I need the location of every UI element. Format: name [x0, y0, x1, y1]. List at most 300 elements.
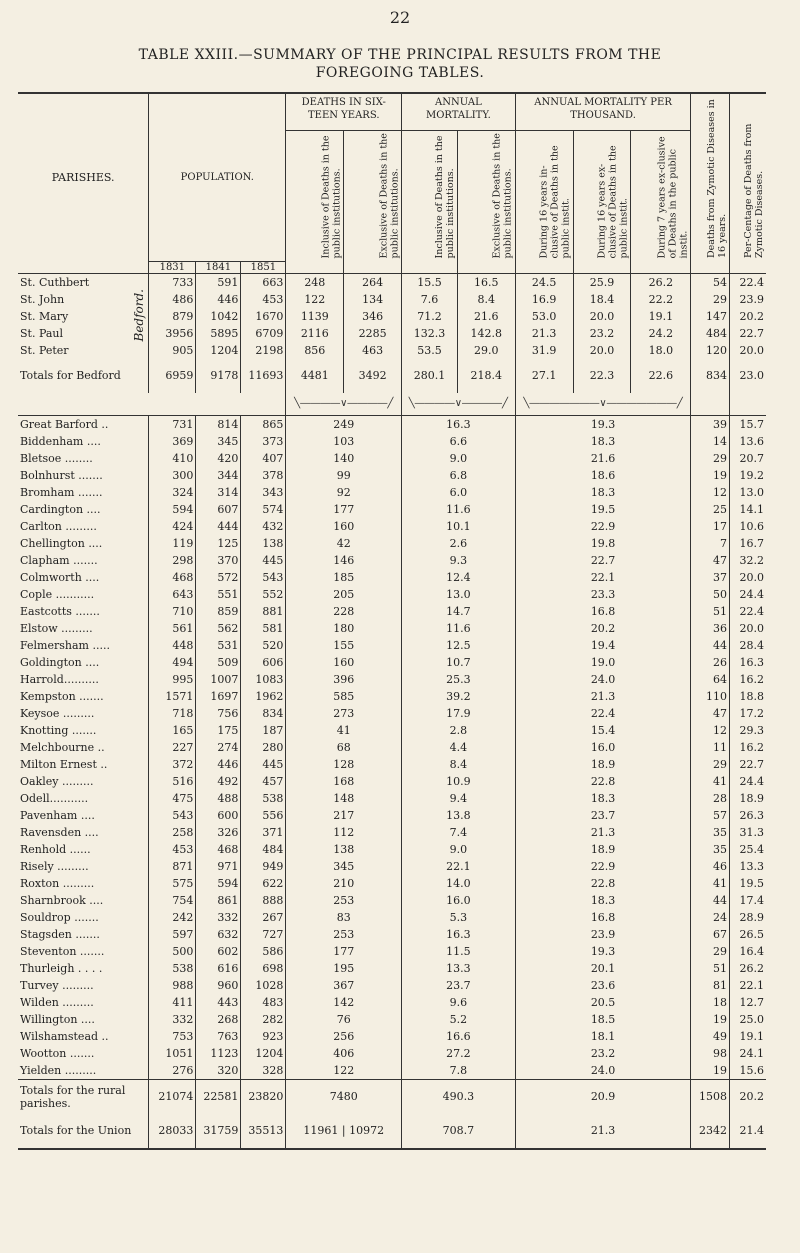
- year-1831-header: 1831: [149, 261, 196, 273]
- totals-section: [18, 1079, 766, 1149]
- parish-name: St. Cuthbert: [18, 273, 129, 291]
- cell-p1851: 282: [241, 1011, 286, 1028]
- cell-per1000: 18.1: [515, 1028, 691, 1045]
- cell-pct: 16.3: [739, 655, 764, 669]
- parish-name: Clapham .......: [18, 552, 149, 569]
- cell-zym: 98: [691, 1045, 730, 1062]
- cell-per1000: 19.4: [515, 637, 691, 654]
- cell-p1831: 227: [149, 739, 196, 756]
- parish-name: Eastcotts .......: [18, 603, 149, 620]
- cell-zym: 25: [691, 501, 730, 518]
- cell-p1841: 602: [196, 943, 241, 960]
- cell-zym: 28: [691, 790, 730, 807]
- cell-deaths: 160: [286, 518, 402, 535]
- cell-zym: 49: [691, 1028, 730, 1045]
- table-row: [18, 1011, 766, 1028]
- cell-per1000: 18.3: [515, 892, 691, 909]
- cell-deaths: 83: [286, 909, 402, 926]
- table-row: [18, 603, 766, 620]
- total-annual: 490.3: [402, 1079, 516, 1114]
- cell-p1851: 552: [241, 586, 286, 603]
- cell-p1841: 562: [196, 620, 241, 637]
- cell-p1841: 314: [196, 484, 241, 501]
- annual-mortality-header: ANNUAL MORTALITY.: [402, 93, 516, 131]
- cell-per1000: 23.6: [515, 977, 691, 994]
- cell-p1841: 600: [196, 807, 241, 824]
- cell-p1841: 446: [196, 756, 241, 773]
- cell-p1841: 594: [196, 875, 241, 892]
- cell-p1831: 594: [149, 501, 196, 518]
- total-m7e: 22.6: [631, 359, 691, 393]
- cell-per1000: 23.9: [515, 926, 691, 943]
- cell-pct: 32.2: [739, 553, 764, 567]
- cell-p1841: 971: [196, 858, 241, 875]
- cell-deaths: 128: [286, 756, 402, 773]
- table-row: [18, 926, 766, 943]
- cell-p1831: 905: [149, 342, 196, 359]
- cell-zym: 51: [691, 960, 730, 977]
- table-row: [18, 535, 766, 552]
- cell-deaths: 210: [286, 875, 402, 892]
- cell-pct: 13.0: [739, 485, 764, 499]
- total-m16i: 27.1: [515, 359, 573, 393]
- total-per1000: 20.9: [515, 1079, 691, 1114]
- cell-p1851: 373: [241, 433, 286, 450]
- cell-pct: 17.2: [739, 706, 764, 720]
- cell-annual: 2.8: [402, 722, 516, 739]
- table-row: [18, 909, 766, 926]
- cell-p1851: 586: [241, 943, 286, 960]
- cell-annual: 27.2: [402, 1045, 516, 1062]
- cell-a_excl: 16.5: [457, 273, 515, 291]
- cell-per1000: 20.5: [515, 994, 691, 1011]
- parish-name: Odell...........: [18, 790, 149, 807]
- parish-name: Kempston .......: [18, 688, 149, 705]
- cell-annual: 16.3: [402, 926, 516, 943]
- cell-p1831: 258: [149, 824, 196, 841]
- brace-spacer: [18, 393, 286, 416]
- cell-p1831: 753: [149, 1028, 196, 1045]
- cell-p1851: 923: [241, 1028, 286, 1045]
- cell-pct: 28.4: [739, 638, 764, 652]
- title-line-2: FOREGOING TABLES.: [315, 65, 485, 81]
- cell-deaths: 41: [286, 722, 402, 739]
- during16-incl-header: During 16 years in-clusive of Deaths in the public instit.: [515, 131, 573, 262]
- total-a_excl: 218.4: [457, 359, 515, 393]
- cell-p1831: 710: [149, 603, 196, 620]
- cell-pct: 24.4: [739, 587, 764, 601]
- cell-deaths: 76: [286, 1011, 402, 1028]
- parish-name: Felmersham .....: [18, 637, 149, 654]
- cell-pct: 16.2: [739, 740, 764, 754]
- per1000-brace: ╲―――――――∨―――――――╱: [515, 393, 691, 416]
- cell-annual: 6.6: [402, 433, 516, 450]
- table-row: [18, 433, 766, 450]
- cell-p1841: 446: [196, 291, 241, 308]
- parish-name: Colmworth ....: [18, 569, 149, 586]
- cell-deaths: 148: [286, 790, 402, 807]
- total-pct: 23.0: [739, 369, 764, 382]
- cell-p1851: 538: [241, 790, 286, 807]
- cell-zym: 11: [691, 739, 730, 756]
- population-header: POPULATION.: [149, 93, 286, 261]
- cell-a_excl: 8.4: [457, 291, 515, 308]
- cell-zym: 81: [691, 977, 730, 994]
- cell-m16e: 25.9: [573, 273, 631, 291]
- cell-m16i: 24.5: [515, 273, 573, 291]
- cell-m16e: 20.0: [573, 342, 631, 359]
- cell-m16i: 31.9: [515, 342, 573, 359]
- cell-p1851: 407: [241, 450, 286, 467]
- cell-zym: 39: [691, 415, 730, 433]
- cell-d_excl: 264: [344, 273, 402, 291]
- total-zym: 1508: [691, 1079, 730, 1114]
- cell-per1000: 21.6: [515, 450, 691, 467]
- total-m16e: 22.3: [573, 359, 631, 393]
- cell-p1841: 551: [196, 586, 241, 603]
- cell-annual: 11.6: [402, 501, 516, 518]
- cell-deaths: 180: [286, 620, 402, 637]
- cell-annual: 14.7: [402, 603, 516, 620]
- cell-p1851: 1670: [241, 308, 286, 325]
- cell-zym: 41: [691, 875, 730, 892]
- cell-zym: 37: [691, 569, 730, 586]
- cell-annual: 17.9: [402, 705, 516, 722]
- table-row: [18, 654, 766, 671]
- cell-per1000: 22.8: [515, 875, 691, 892]
- cell-p1851: 343: [241, 484, 286, 501]
- cell-p1841: 370: [196, 552, 241, 569]
- cell-p1831: 369: [149, 433, 196, 450]
- cell-annual: 6.0: [402, 484, 516, 501]
- cell-per1000: 18.3: [515, 484, 691, 501]
- cell-m7e: 26.2: [631, 273, 691, 291]
- cell-per1000: 20.1: [515, 960, 691, 977]
- cell-per1000: 24.0: [515, 671, 691, 688]
- cell-annual: 22.1: [402, 858, 516, 875]
- total-annual: 708.7: [402, 1114, 516, 1149]
- cell-p1841: 5895: [196, 325, 241, 342]
- cell-per1000: 20.2: [515, 620, 691, 637]
- cell-p1841: 1123: [196, 1045, 241, 1062]
- parish-name: Yielden .........: [18, 1062, 149, 1080]
- cell-pct: 26.3: [739, 808, 764, 822]
- parish-name: St. Paul: [20, 326, 64, 340]
- cell-pct: 19.5: [739, 876, 764, 890]
- cell-d_excl: 463: [344, 342, 402, 359]
- cell-deaths: 273: [286, 705, 402, 722]
- cell-annual: 39.2: [402, 688, 516, 705]
- total-deaths: 11961 | 10972: [286, 1114, 402, 1149]
- cell-p1851: 949: [241, 858, 286, 875]
- cell-p1851: 1204: [241, 1045, 286, 1062]
- cell-pct: 26.2: [739, 961, 764, 975]
- cell-annual: 25.3: [402, 671, 516, 688]
- cell-p1851: 378: [241, 467, 286, 484]
- parish-name: Carlton .........: [18, 518, 149, 535]
- cell-d_incl: 856: [286, 342, 344, 359]
- cell-a_excl: 142.8: [457, 325, 515, 342]
- total-p1831: 21074: [149, 1079, 196, 1114]
- cell-zym: 17: [691, 518, 730, 535]
- table-row: [18, 484, 766, 501]
- table-row: [18, 273, 766, 291]
- cell-deaths: 140: [286, 450, 402, 467]
- cell-p1841: 960: [196, 977, 241, 994]
- during7-excl-header: During 7 years ex-clusive of Deaths in the public instit.: [631, 131, 691, 262]
- cell-per1000: 22.7: [515, 552, 691, 569]
- cell-annual: 7.4: [402, 824, 516, 841]
- cell-annual: 6.8: [402, 467, 516, 484]
- cell-annual: 16.3: [402, 415, 516, 433]
- table-row: [18, 841, 766, 858]
- cell-pct: 25.4: [739, 842, 764, 856]
- excl-annual-header: Exclusive of Deaths in the public institutions.: [457, 131, 515, 262]
- parish-name: Roxton .........: [18, 875, 149, 892]
- cell-annual: 9.3: [402, 552, 516, 569]
- table-row: [18, 722, 766, 739]
- rural-total-label: Totals for the rural parishes.: [18, 1079, 149, 1114]
- cell-pct: 20.7: [739, 451, 764, 465]
- cell-zym: 46: [691, 858, 730, 875]
- cell-p1831: 1051: [149, 1045, 196, 1062]
- cell-zym: 36: [691, 620, 730, 637]
- total-per1000: 21.3: [515, 1114, 691, 1149]
- bedford-section: [18, 273, 766, 415]
- cell-p1831: 543: [149, 807, 196, 824]
- cell-p1851: 606: [241, 654, 286, 671]
- cell-d_incl: 248: [286, 273, 344, 291]
- cell-p1851: 581: [241, 620, 286, 637]
- cell-annual: 9.4: [402, 790, 516, 807]
- cell-annual: 9.6: [402, 994, 516, 1011]
- cell-p1831: 410: [149, 450, 196, 467]
- cell-p1841: 488: [196, 790, 241, 807]
- cell-p1831: 276: [149, 1062, 196, 1080]
- cell-p1851: 698: [241, 960, 286, 977]
- cell-p1831: 300: [149, 467, 196, 484]
- cell-p1851: 622: [241, 875, 286, 892]
- cell-d_incl: 1139: [286, 308, 344, 325]
- cell-p1841: 468: [196, 841, 241, 858]
- cell-p1841: 175: [196, 722, 241, 739]
- cell-pct: 17.4: [739, 893, 764, 907]
- cell-per1000: 16.0: [515, 739, 691, 756]
- parish-name: Oakley .........: [18, 773, 149, 790]
- excl-deaths-header: Exclusive of Deaths in the public institutions.: [344, 131, 402, 262]
- cell-deaths: 155: [286, 637, 402, 654]
- cell-p1851: 483: [241, 994, 286, 1011]
- cell-p1851: 888: [241, 892, 286, 909]
- cell-p1841: 332: [196, 909, 241, 926]
- cell-deaths: 253: [286, 926, 402, 943]
- table-row: [18, 467, 766, 484]
- cell-p1831: 119: [149, 535, 196, 552]
- cell-deaths: 249: [286, 415, 402, 433]
- cell-annual: 10.9: [402, 773, 516, 790]
- cell-zym: 64: [691, 671, 730, 688]
- cell-p1831: 538: [149, 960, 196, 977]
- cell-p1851: 457: [241, 773, 286, 790]
- page-number: 22: [389, 8, 411, 27]
- cell-pct: 12.7: [739, 995, 764, 1009]
- cell-p1831: 332: [149, 1011, 196, 1028]
- cell-per1000: 23.3: [515, 586, 691, 603]
- cell-annual: 13.8: [402, 807, 516, 824]
- cell-zym: 484: [691, 325, 730, 342]
- cell-pct: 13.6: [739, 434, 764, 448]
- cell-p1851: 280: [241, 739, 286, 756]
- cell-zym: 51: [691, 603, 730, 620]
- cell-zym: 147: [691, 308, 730, 325]
- table-row: [18, 892, 766, 909]
- cell-p1841: 531: [196, 637, 241, 654]
- cell-p1851: 453: [241, 291, 286, 308]
- cell-p1831: 324: [149, 484, 196, 501]
- cell-deaths: 253: [286, 892, 402, 909]
- cell-deaths: 396: [286, 671, 402, 688]
- cell-zym: 54: [691, 273, 730, 291]
- cell-zym: 44: [691, 637, 730, 654]
- cell-pct: 22.7: [739, 326, 764, 340]
- table-row: [18, 569, 766, 586]
- cell-zym: 35: [691, 841, 730, 858]
- parish-name: Knotting .......: [18, 722, 149, 739]
- total-pct: 20.2: [730, 1079, 767, 1114]
- parish-name: Elstow .........: [18, 620, 149, 637]
- cell-zym: 12: [691, 484, 730, 501]
- cell-zym: 47: [691, 552, 730, 569]
- table-row: [18, 415, 766, 433]
- cell-m16e: 18.4: [573, 291, 631, 308]
- cell-pct: 18.9: [739, 791, 764, 805]
- cell-pct: 19.2: [739, 468, 764, 482]
- cell-pct: 19.1: [739, 1029, 764, 1043]
- cell-p1831: 879: [149, 308, 196, 325]
- parish-name: Cardington ....: [18, 501, 149, 518]
- table-row: [18, 705, 766, 722]
- parish-name: Keysoe .........: [18, 705, 149, 722]
- parishes-header: PARISHES.: [18, 93, 149, 261]
- cell-p1841: 1007: [196, 671, 241, 688]
- cell-deaths: 406: [286, 1045, 402, 1062]
- total-d_excl: 3492: [344, 359, 402, 393]
- cell-deaths: 585: [286, 688, 402, 705]
- cell-p1831: 242: [149, 909, 196, 926]
- table-row: [18, 1045, 766, 1062]
- cell-pct: 28.9: [739, 910, 764, 924]
- cell-deaths: 367: [286, 977, 402, 994]
- rural-section: [18, 415, 766, 1079]
- cell-deaths: 256: [286, 1028, 402, 1045]
- cell-pct: 15.7: [730, 415, 767, 433]
- cell-deaths: 345: [286, 858, 402, 875]
- cell-p1841: 861: [196, 892, 241, 909]
- cell-zym: 44: [691, 892, 730, 909]
- cell-p1841: 326: [196, 824, 241, 841]
- cell-p1841: 444: [196, 518, 241, 535]
- cell-p1831: 165: [149, 722, 196, 739]
- cell-p1831: 597: [149, 926, 196, 943]
- cell-p1851: 6709: [241, 325, 286, 342]
- cell-p1831: 453: [149, 841, 196, 858]
- cell-annual: 7.8: [402, 1062, 516, 1080]
- cell-pct: 22.1: [739, 978, 764, 992]
- total-deaths: 7480: [286, 1079, 402, 1114]
- cell-zym: 41: [691, 773, 730, 790]
- cell-m16i: 53.0: [515, 308, 573, 325]
- gap-pct: [730, 393, 767, 416]
- cell-per1000: 16.8: [515, 603, 691, 620]
- cell-p1831: 298: [149, 552, 196, 569]
- cell-m7e: 22.2: [631, 291, 691, 308]
- cell-a_incl: 53.5: [402, 342, 458, 359]
- zymotic-header: Deaths from Zymotic Diseases in 16 years.: [691, 93, 730, 261]
- total-p1851: 23820: [241, 1079, 286, 1114]
- cell-annual: 10.7: [402, 654, 516, 671]
- cell-p1831: 424: [149, 518, 196, 535]
- total-p1841: 22581: [196, 1079, 241, 1114]
- total-p1841: 31759: [196, 1114, 241, 1149]
- cell-m16e: 20.0: [573, 308, 631, 325]
- cell-deaths: 185: [286, 569, 402, 586]
- cell-annual: 13.3: [402, 960, 516, 977]
- table-row: [18, 1028, 766, 1045]
- table-row: [18, 858, 766, 875]
- cell-annual: 4.4: [402, 739, 516, 756]
- cell-a_incl: 132.3: [402, 325, 458, 342]
- annual-per-thousand-header: ANNUAL MORTALITY PER THOUSAND.: [515, 93, 691, 131]
- cell-pct: 29.3: [739, 723, 764, 737]
- cell-p1851: 138: [241, 535, 286, 552]
- cell-p1831: 995: [149, 671, 196, 688]
- cell-deaths: 160: [286, 654, 402, 671]
- union-total-label: Totals for the Union: [18, 1114, 149, 1149]
- cell-p1851: 663: [241, 273, 286, 291]
- cell-deaths: 122: [286, 1062, 402, 1080]
- cell-m7e: 19.1: [631, 308, 691, 325]
- parish-name: Pavenham ....: [18, 807, 149, 824]
- cell-pct: 26.5: [739, 927, 764, 941]
- cell-zym: 24: [691, 909, 730, 926]
- rural-total-row: [18, 1079, 766, 1114]
- cell-zym: 29: [691, 291, 730, 308]
- table-row: [18, 824, 766, 841]
- cell-p1841: 443: [196, 994, 241, 1011]
- cell-zym: 7: [691, 535, 730, 552]
- table-row: [18, 518, 766, 535]
- parish-name: St. Peter: [20, 343, 69, 357]
- annual-brace: ╲――――∨――――╱: [402, 393, 516, 416]
- parish-name: Bolnhurst .......: [18, 467, 149, 484]
- cell-annual: 9.0: [402, 450, 516, 467]
- cell-pct: 16.7: [739, 536, 764, 550]
- cell-p1831: 494: [149, 654, 196, 671]
- bedford-brace-label: Bedford.: [129, 273, 148, 359]
- table-row: [18, 586, 766, 603]
- cell-p1851: 187: [241, 722, 286, 739]
- cell-deaths: 103: [286, 433, 402, 450]
- cell-deaths: 177: [286, 501, 402, 518]
- cell-p1851: 371: [241, 824, 286, 841]
- cell-p1851: 1962: [241, 688, 286, 705]
- cell-annual: 12.4: [402, 569, 516, 586]
- table-row: [18, 790, 766, 807]
- cell-per1000: 18.6: [515, 467, 691, 484]
- table-row: [18, 807, 766, 824]
- cell-p1851: 2198: [241, 342, 286, 359]
- cell-p1831: 448: [149, 637, 196, 654]
